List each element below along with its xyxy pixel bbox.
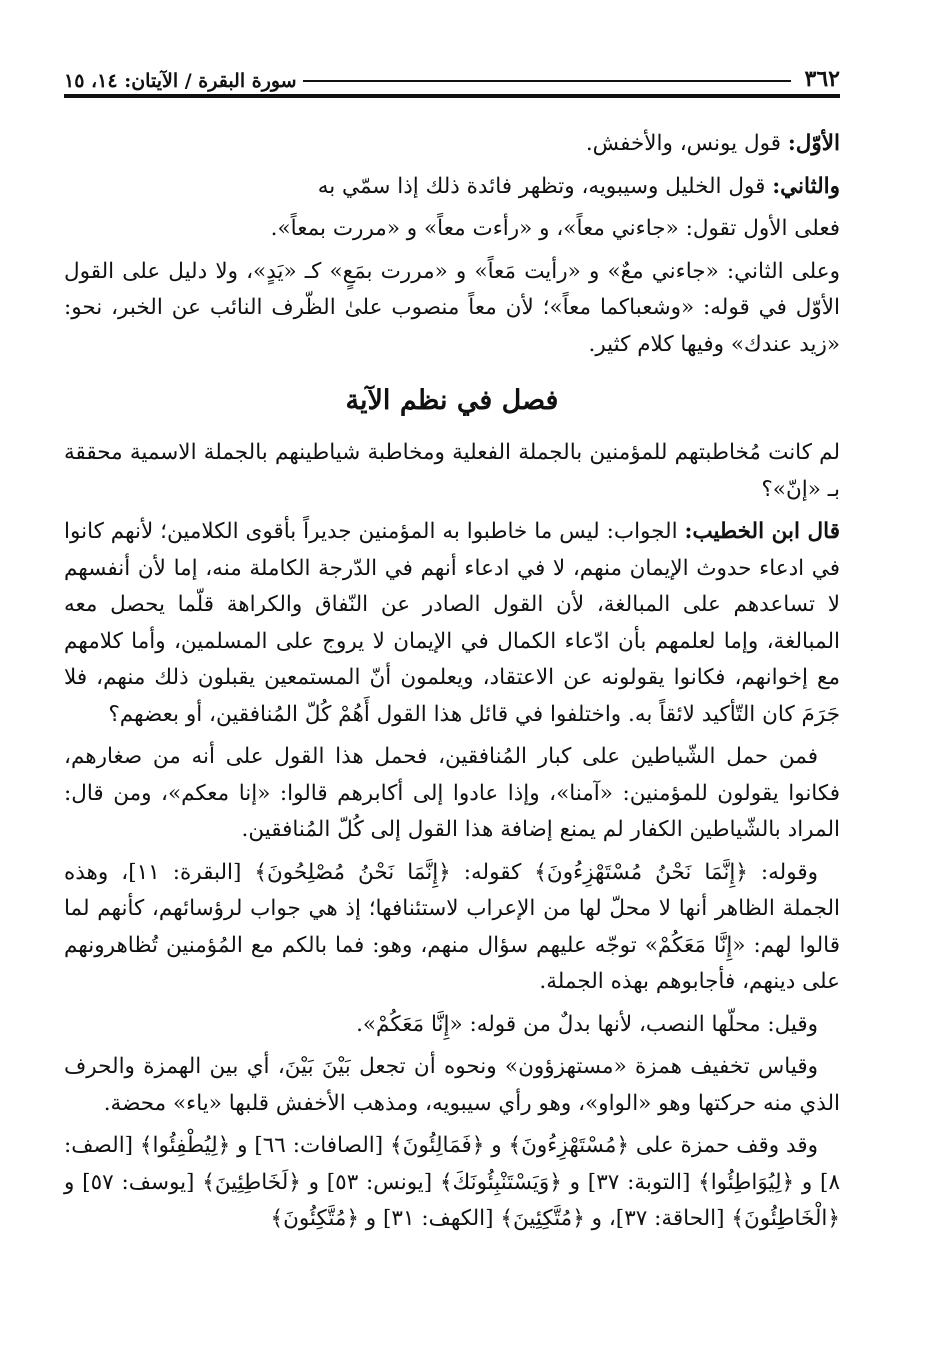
answer-label: قال ابن الخطيب:: [684, 519, 840, 544]
paragraph-qiyas: وقياس تخفيف همزة «مستهزؤون» ونحوه أن تجعل بَيْنَ بَيْنَ، أي بين الهمزة والحرف الذي منه حركتها وهو «الواو»، وهو رأي سيبويه، ومذهب الأخفش قلبها «ياء» محضة.: [64, 1054, 840, 1116]
paragraph-second-opinion: [64, 169, 840, 206]
first-opinion-text: قول يونس، والأخفش.: [585, 131, 788, 156]
page-number: ٣٦٢: [804, 66, 840, 92]
answer-text: الجواب: ليس ما خاطبوا به المؤمنين جديراً بأقوى الكلامين؛ لأنهم كانوا في ادعاء حدوث الإيمان منهم، لا في ادعاء أنهم في الدّرجة الكاملة منه، إما لأن أنفسهم لا تساعدهم على المبالغة، لأن القول الصادر عن النّفاق والكراهة قلّما يحصل معه المبالغة، وإما لعلمهم بأن ادّعاء الكمال في الإيمان لا يروج على المسلمين، وأما كلامهم مع إخوانهم، فكانوا يقولونه عن الاعتقاد، ويعلمون أنّ المستمعين يقبلون ذلك منهم، فلا جَرَمَ كان التّأكيد لائقاً به. واختلفوا في قائل هذا القول أَهُمْ كُلّ المُنافقين، أو بعضهم؟: [64, 519, 840, 727]
second-opinion-text: قول الخليل وسيبويه، وتظهر فائدة ذلك إذا سمّي به: [317, 173, 773, 199]
paragraph-waqf: وقد وقف حمزة على ﴿مُسْتَهْزِءُونَ﴾ و ﴿فَمَالِئُونَ﴾ [الصافات: ٦٦] و ﴿لِيُطْفِئُوا﴾ [الصف: ٨] و ﴿لِيُوَاطِئُوا﴾ [التوبة: ٣٧] و ﴿وَيَسْتَنْبِئُونَكَ﴾ [يونس: ٥٣] و ﴿لَخَاطِئِينَ﴾ [يوسف: ٥٧] و ﴿الْخَاطِئُونَ﴾ [الحاقة: ٣٧]، و ﴿مُتَّكِئِينَ﴾ [الكهف: ٣١] و ﴿مُتَّكِئُونَ﴾: [64, 1133, 840, 1231]
page-body: [64, 126, 840, 1238]
paragraph-answer: [64, 514, 840, 733]
section-heading: فصل في نظم الآية: [345, 385, 559, 416]
first-opinion-label: الأوّل:: [787, 131, 840, 156]
paragraph-question: لم كانت مُخاطبتهم للمؤمنين بالجملة الفعلية ومخاطبة شياطينهم بالجملة الاسمية محققة بـ «إنّ»؟: [64, 440, 840, 502]
header-rule: [64, 94, 840, 98]
second-opinion-label: والثاني:: [772, 173, 840, 199]
paragraph-first-examples: فعلى الأول تقول: «جاءني معاً»، و «رأءت معاً» و «مررت بمعاً».: [270, 216, 840, 241]
book-page: [64, 52, 840, 1244]
running-header: [64, 52, 840, 92]
paragraph-qawluhu: وقوله: ﴿إِنَّمَا نَحْنُ مُسْتَهْزِءُونَ﴾ كقوله: ﴿إِنَّمَا نَحْنُ مُصْلِحُونَ﴾ [البقرة: ١١]، وهذه الجملة الظاهر أنها لا محلّ لها من الإعراب لاستئنافها؛ إذ هي جواب لرؤسائهم، كأنهم لما قالوا لهم: «إِنَّا مَعَكُمْ» توجّه عليهم سؤال منهم، وهو: فما بالكم مع المُؤمنين تُظاهرونهم على دينهم، فأجابوهم بهذه الجملة.: [64, 859, 840, 994]
running-title: سورة البقرة / الآيتان: ١٤، ١٥: [64, 70, 297, 92]
paragraph-second-examples: وعلى الثاني: «جاءني معٌ» و «رأيت مَعاً» و «مررت بمَعٍ» كـ «يَدٍ»، ولا دليل على القول الأوّل في قوله: «وشعباكما معاً»؛ لأن معاً منصوب علىٰ الظّرف النائب عن الخبر، نحو: «زيد عندك» وفيها كلام كثير.: [64, 258, 840, 357]
paragraph-first-opinion: [64, 126, 840, 163]
paragraph-qil: وقيل: محلّها النصب، لأنها بدلٌ من قوله: «إِنَّا مَعَكُمْ».: [356, 1011, 818, 1037]
header-dash-line: [303, 80, 791, 82]
paragraph-shayatin: فمن حمل الشّياطين على كبار المُنافقين، فحمل هذا القول على أنه من صغارهم، فكانوا يقولون للمؤمنين: «آمنا»، وإذا عادوا إلى أكابرهم قالوا: «إنا معكم»، ومن قال: المراد بالشّياطين الكفار لم يمنع إضافة هذا القول إلى كُلّ المُنافقين.: [64, 744, 840, 842]
